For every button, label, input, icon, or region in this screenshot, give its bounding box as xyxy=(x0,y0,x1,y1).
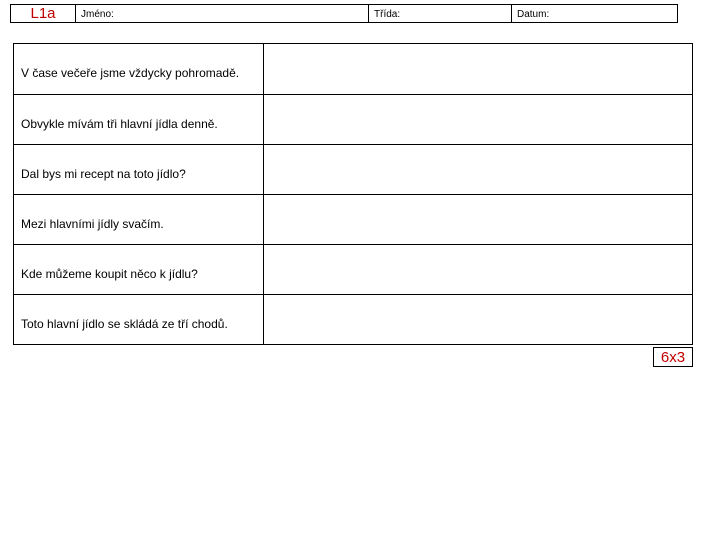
sentence-cell: Kde můžeme koupit něco k jídlu? xyxy=(14,245,264,295)
date-field[interactable] xyxy=(512,4,678,23)
answer-cell[interactable] xyxy=(264,44,692,94)
answer-cell[interactable] xyxy=(264,145,692,195)
table-row xyxy=(14,245,692,295)
sentence-cell: Toto hlavní jídlo se skládá ze tří chodů. xyxy=(14,295,264,345)
exercise-table xyxy=(13,43,693,345)
answer-cell[interactable] xyxy=(264,195,692,245)
sentence-cell: Obvykle mívám tři hlavní jídla denně. xyxy=(14,95,264,145)
date-label: Datum: xyxy=(517,9,550,20)
class-label: Třída: xyxy=(374,9,401,20)
answer-cell[interactable] xyxy=(264,295,692,345)
grid-size-badge: 6x3 xyxy=(653,347,693,367)
table-row xyxy=(14,195,692,245)
answer-cell[interactable] xyxy=(264,95,692,145)
table-row xyxy=(14,295,692,345)
class-field[interactable] xyxy=(369,4,512,23)
answer-cell[interactable] xyxy=(264,245,692,295)
sentence-cell: Dal bys mi recept na toto jídlo? xyxy=(14,145,264,195)
name-label: Jméno: xyxy=(81,9,114,20)
worksheet-header xyxy=(10,4,678,23)
table-row xyxy=(14,95,692,145)
sentence-cell: V čase večeře jsme vždycky pohromadě. xyxy=(14,44,264,94)
sentence-cell: Mezi hlavními jídly svačím. xyxy=(14,195,264,245)
table-row xyxy=(14,44,692,94)
table-row xyxy=(14,145,692,195)
name-field[interactable] xyxy=(76,4,369,23)
worksheet-code: L1a xyxy=(10,4,76,23)
